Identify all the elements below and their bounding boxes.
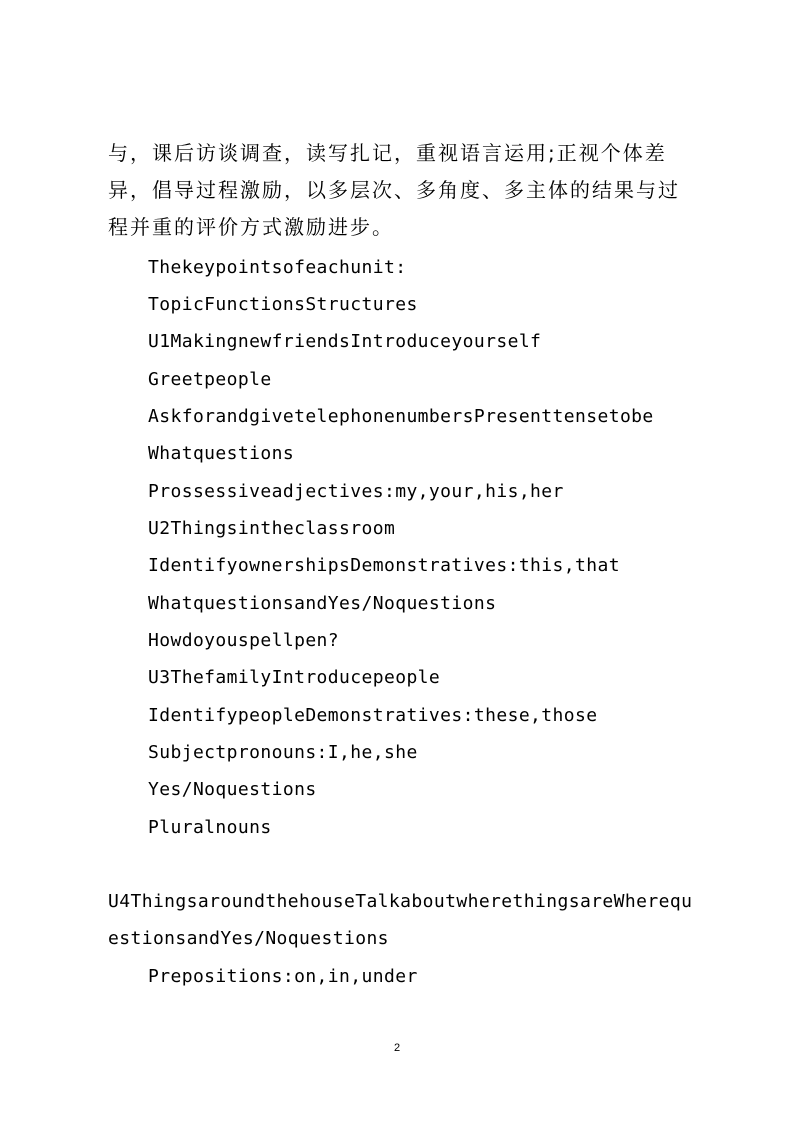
unit-3-function-line: IdentifypeopleDemonstratives:these,those (148, 705, 598, 726)
unit-4-structure-line: Prepositions:on,in,under (148, 966, 418, 987)
unit-3-structure-line: Subjectpronouns:I,he,she (148, 742, 418, 763)
intro-paragraph: 与，课后访谈调查，读写扎记，重视语言运用;正视个体差异，倡导过程激励，以多层次、多角度、多主体的结果与过程并重的评价方式激励进步。 (108, 141, 680, 239)
unit-4-paragraph: U4ThingsaroundthehouseTalkaboutwherethingsareWherequestionsandYes/Noquestions (108, 891, 693, 949)
unit-3-structure-line: Pluralnouns (148, 817, 272, 838)
unit-key-points-heading: Thekeypointsofeachunit: (148, 257, 407, 278)
unit-1-function-line: Greetpeople (148, 369, 272, 390)
unit-2-function-line: IdentifyownershipsDemonstratives:this,that (148, 555, 620, 576)
page-number: 2 (393, 1042, 401, 1054)
unit-1-function-line: AskforandgivetelephonenumbersPresenttensetobe (148, 406, 654, 427)
table-header-line: TopicFunctionsStructures (148, 294, 418, 315)
unit-2-structure-line: Howdoyouspellpen? (148, 630, 340, 651)
unit-1-structure-line: Whatquestions (148, 443, 295, 464)
unit-2-line: U2Thingsintheclassroom (148, 518, 396, 539)
unit-3-structure-line: Yes/Noquestions (148, 779, 317, 800)
unit-1-line: U1MakingnewfriendsIntroduceyourself (148, 331, 542, 352)
unit-3-line: U3ThefamilyIntroducepeople (148, 667, 441, 688)
unit-1-structure-line: Prossessiveadjectives:my,your,his,her (148, 481, 564, 502)
unit-2-structure-line: WhatquestionsandYes/Noquestions (148, 593, 497, 614)
